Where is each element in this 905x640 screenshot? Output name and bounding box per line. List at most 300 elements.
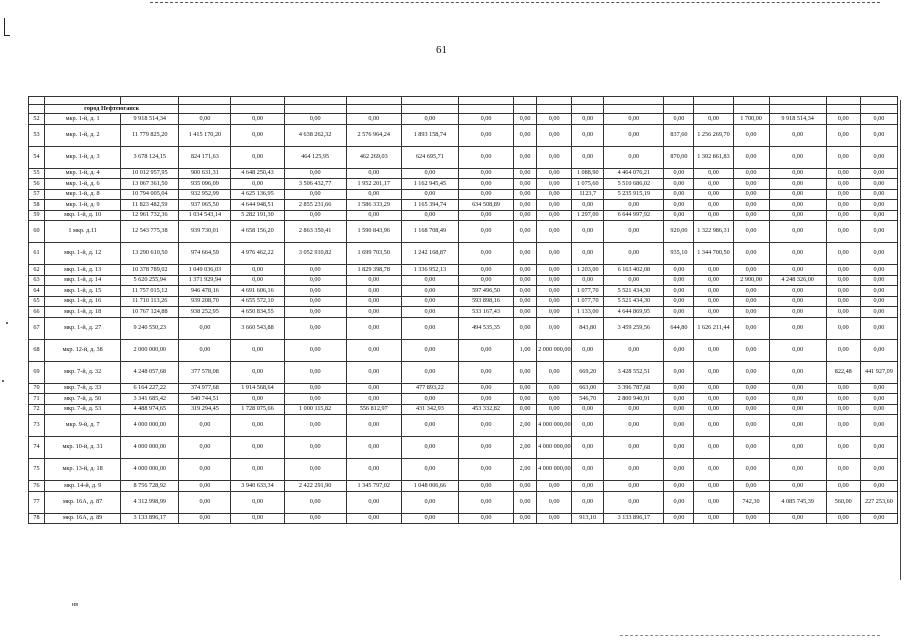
address-cell: мкр. 14-й, д. 9 (45, 481, 121, 492)
value-cell: 0,00 (826, 437, 860, 459)
value-cell: 3 506 432,77 (284, 179, 346, 190)
value-cell: 0,00 (514, 307, 537, 318)
value-cell: 0,00 (458, 437, 513, 459)
corner-mark (4, 18, 5, 36)
value-cell: 0,00 (572, 415, 604, 437)
value-cell: 0,00 (514, 114, 537, 125)
address-cell: мкр. 1-й, д. 14 (45, 275, 121, 286)
value-cell: 4 638 262,32 (284, 124, 346, 146)
row-number: 52 (29, 114, 45, 125)
table-row (29, 437, 898, 459)
value-cell: 4 488 974,65 (121, 404, 179, 415)
address-cell: мкр. 1-й, д. 2 (45, 124, 121, 146)
row-number: 62 (29, 265, 45, 276)
value-cell: 0,00 (860, 394, 897, 405)
value-cell: 0,00 (458, 459, 513, 481)
row-number: 68 (29, 339, 45, 361)
address-cell: мкр. 1-й, д. 10 (45, 210, 121, 221)
margin-dot (2, 380, 4, 382)
value-cell: 1 165 394,74 (401, 200, 458, 211)
value-cell: 0,00 (604, 243, 664, 265)
value-cell: 540 744,51 (179, 394, 231, 405)
page-number: 61 (436, 44, 447, 56)
value-cell: 0,00 (537, 114, 572, 125)
value-cell: 0,00 (769, 404, 826, 415)
value-cell: 0,00 (401, 415, 458, 437)
value-cell: 0,00 (231, 394, 284, 405)
value-cell: 10 794 005,04 (121, 189, 179, 200)
value-cell: 4 644 869,95 (604, 307, 664, 318)
value-cell: 0,00 (664, 265, 694, 276)
address-cell: мкр. 13-й, д. 18 (45, 459, 121, 481)
value-cell: 0,00 (860, 243, 897, 265)
value-cell: 0,00 (537, 317, 572, 339)
value-cell: 624 695,71 (401, 146, 458, 168)
value-cell: 0,00 (179, 317, 231, 339)
value-cell: 2 863 350,41 (284, 221, 346, 243)
table-row (29, 296, 898, 307)
value-cell: 0,00 (664, 415, 694, 437)
value-cell: 0,00 (694, 481, 733, 492)
value-cell: 1 952 201,17 (346, 179, 401, 190)
value-cell: 9 240 550,23 (121, 317, 179, 339)
value-cell: 1 088,90 (572, 168, 604, 179)
value-cell: 0,00 (458, 481, 513, 492)
value-cell: 4 000 000,00 (121, 459, 179, 481)
value-cell: 0,00 (769, 296, 826, 307)
value-cell: 822,48 (826, 361, 860, 383)
value-cell: 2,00 (514, 437, 537, 459)
value-cell: 0,00 (458, 383, 513, 394)
value-cell: 0,00 (826, 189, 860, 200)
value-cell: 0,00 (401, 394, 458, 405)
value-cell: 2,00 (514, 415, 537, 437)
value-cell: 3 133 896,17 (604, 513, 664, 524)
value-cell: 0,00 (346, 307, 401, 318)
value-cell: 0,00 (694, 383, 733, 394)
value-cell: 11 779 825,20 (121, 124, 179, 146)
value-cell: 935,10 (664, 243, 694, 265)
address-cell: мкр. 7-й, д. 33 (45, 383, 121, 394)
value-cell: 0,00 (401, 168, 458, 179)
value-cell: 0,00 (769, 339, 826, 361)
value-cell: 0,00 (826, 286, 860, 297)
table-row (29, 265, 898, 276)
address-cell: мкр. 1-й, д. 6 (45, 179, 121, 190)
value-cell: 0,00 (346, 168, 401, 179)
value-cell: 593 898,16 (458, 296, 513, 307)
table-row (29, 243, 898, 265)
value-cell: 0,00 (401, 513, 458, 524)
value-cell: 1,00 (514, 339, 537, 361)
value-cell: 0,00 (664, 179, 694, 190)
value-cell: 0,00 (401, 114, 458, 125)
value-cell: 0,00 (769, 317, 826, 339)
value-cell: 742,30 (733, 491, 769, 513)
value-cell: 0,00 (537, 491, 572, 513)
value-cell: 0,00 (572, 481, 604, 492)
value-cell: 4 248 326,00 (769, 275, 826, 286)
value-cell: 913,10 (572, 513, 604, 524)
value-cell: 0,00 (664, 286, 694, 297)
value-cell: 0,00 (514, 168, 537, 179)
value-cell: 0,00 (860, 179, 897, 190)
value-cell: 0,00 (537, 307, 572, 318)
value-cell: 6 644 997,92 (604, 210, 664, 221)
value-cell: 0,00 (514, 265, 537, 276)
value-cell: 0,00 (664, 404, 694, 415)
value-cell: 0,00 (537, 168, 572, 179)
value-cell: 0,00 (733, 339, 769, 361)
value-cell: 431 342,93 (401, 404, 458, 415)
value-cell: 0,00 (733, 146, 769, 168)
value-cell: 0,00 (769, 286, 826, 297)
value-cell: 0,00 (401, 491, 458, 513)
value-cell: 533 167,43 (458, 307, 513, 318)
value-cell: 0,00 (604, 200, 664, 211)
value-cell: 4 644 948,51 (231, 200, 284, 211)
value-cell: 377 578,08 (179, 361, 231, 383)
value-cell: 663,00 (572, 383, 604, 394)
value-cell: 1 162 945,45 (401, 179, 458, 190)
value-cell: 4 000 000,00 (537, 459, 572, 481)
value-cell: 0,00 (826, 307, 860, 318)
value-cell: 9 918 514,34 (769, 114, 826, 125)
table-row (29, 146, 898, 168)
value-cell: 0,00 (284, 307, 346, 318)
value-cell: 0,00 (537, 200, 572, 211)
value-cell: 0,00 (860, 339, 897, 361)
row-number: 65 (29, 296, 45, 307)
value-cell: 0,00 (284, 114, 346, 125)
address-cell: мкр. 7-й, д. 50 (45, 394, 121, 405)
value-cell: 0,00 (401, 307, 458, 318)
table-row (29, 361, 898, 383)
table-row (29, 404, 898, 415)
value-cell: 0,00 (664, 383, 694, 394)
value-cell: 453 332,82 (458, 404, 513, 415)
value-cell: 939 208,70 (179, 296, 231, 307)
address-cell: мкр. 1-й, д. 3 (45, 146, 121, 168)
value-cell: 4 658 156,20 (231, 221, 284, 243)
value-cell: 0,00 (284, 275, 346, 286)
row-number: 56 (29, 179, 45, 190)
value-cell: 5 510 686,02 (604, 179, 664, 190)
value-cell: 0,00 (604, 491, 664, 513)
value-cell: 0,00 (860, 383, 897, 394)
value-cell: 0,00 (346, 286, 401, 297)
value-cell: 5 235 915,19 (604, 189, 664, 200)
value-cell: 0,00 (860, 210, 897, 221)
value-cell: 0,00 (604, 459, 664, 481)
value-cell: 0,00 (860, 459, 897, 481)
value-cell: 0,00 (231, 265, 284, 276)
value-cell: 0,00 (860, 404, 897, 415)
value-cell: 0,00 (514, 481, 537, 492)
address-cell: мкр. 1-й, д. 16 (45, 296, 121, 307)
table-row (29, 210, 898, 221)
value-cell: 0,00 (733, 189, 769, 200)
row-number: 67 (29, 317, 45, 339)
value-cell: 0,00 (458, 168, 513, 179)
value-cell: 6 163 402,08 (604, 265, 664, 276)
value-cell: 0,00 (769, 221, 826, 243)
value-cell: 0,00 (284, 459, 346, 481)
value-cell: 0,00 (694, 339, 733, 361)
footnote-initials: нв (72, 602, 79, 608)
value-cell: 0,00 (769, 361, 826, 383)
value-cell: 0,00 (664, 210, 694, 221)
value-cell: 0,00 (826, 210, 860, 221)
value-cell: 4 085 745,39 (769, 491, 826, 513)
address-cell: мкр. 1-й, д. 18 (45, 307, 121, 318)
value-cell: 1 133,00 (572, 307, 604, 318)
value-cell: 870,00 (664, 146, 694, 168)
value-cell: 319 294,45 (179, 404, 231, 415)
value-cell: 0,00 (284, 415, 346, 437)
value-cell: 0,00 (231, 437, 284, 459)
value-cell: 0,00 (572, 339, 604, 361)
value-cell: 938 252,95 (179, 307, 231, 318)
value-cell: 0,00 (514, 286, 537, 297)
value-cell: 0,00 (664, 394, 694, 405)
value-cell: 3 459 259,56 (604, 317, 664, 339)
bottom-dashed-line (620, 635, 880, 637)
value-cell: 0,00 (537, 296, 572, 307)
value-cell: 0,00 (401, 339, 458, 361)
right-margin-line (900, 100, 901, 580)
value-cell: 0,00 (572, 275, 604, 286)
address-cell: мкр. 1-й, д. 15 (45, 286, 121, 297)
value-cell: 0,00 (694, 296, 733, 307)
value-cell: 0,00 (694, 491, 733, 513)
value-cell: 0,00 (231, 459, 284, 481)
value-cell: 0,00 (401, 286, 458, 297)
value-cell: 0,00 (694, 307, 733, 318)
value-cell: 0,00 (537, 243, 572, 265)
value-cell: 0,00 (860, 168, 897, 179)
table-row (29, 307, 898, 318)
row-number: 59 (29, 210, 45, 221)
value-cell: 843,80 (572, 317, 604, 339)
row-number: 76 (29, 481, 45, 492)
value-cell: 0,00 (514, 296, 537, 307)
value-cell: 0,00 (401, 296, 458, 307)
value-cell: 4 000 000,00 (121, 415, 179, 437)
value-cell: 0,00 (860, 265, 897, 276)
value-cell: 0,00 (604, 124, 664, 146)
value-cell: 0,00 (401, 275, 458, 286)
value-cell: 4 000 000,00 (537, 415, 572, 437)
row-number: 60 (29, 221, 45, 243)
value-cell: 4 312 998,99 (121, 491, 179, 513)
value-cell: 1 590 843,96 (346, 221, 401, 243)
value-cell: 669,20 (572, 361, 604, 383)
value-cell: 0,00 (860, 189, 897, 200)
address-cell: мкр. 1-й, д. 1 (45, 114, 121, 125)
value-cell: 0,00 (664, 513, 694, 524)
value-cell: 2,00 (514, 459, 537, 481)
address-cell: мкр. 16А, д. 89 (45, 513, 121, 524)
value-cell: 4 650 834,55 (231, 307, 284, 318)
value-cell: 0,00 (514, 146, 537, 168)
value-cell: 0,00 (537, 404, 572, 415)
value-cell: 0,00 (694, 459, 733, 481)
value-cell: 2 800 940,91 (604, 394, 664, 405)
value-cell: 0,00 (733, 394, 769, 405)
value-cell: 644,80 (664, 317, 694, 339)
value-cell: 0,00 (826, 275, 860, 286)
value-cell: 0,00 (694, 286, 733, 297)
row-number: 55 (29, 168, 45, 179)
value-cell: 560,00 (826, 491, 860, 513)
value-cell: 0,00 (537, 361, 572, 383)
value-cell: 10 378 789,02 (121, 265, 179, 276)
value-cell: 0,00 (458, 491, 513, 513)
value-cell: 0,00 (733, 286, 769, 297)
value-cell: 0,00 (346, 415, 401, 437)
value-cell: 0,00 (458, 221, 513, 243)
value-cell: 0,00 (604, 275, 664, 286)
value-cell: 0,00 (231, 491, 284, 513)
value-cell: 5 620 255,94 (121, 275, 179, 286)
value-cell: 0,00 (664, 339, 694, 361)
value-cell: 12 961 732,36 (121, 210, 179, 221)
value-cell: 0,00 (458, 275, 513, 286)
value-cell: 6 164 227,22 (121, 383, 179, 394)
value-cell: 0,00 (733, 243, 769, 265)
value-cell: 0,00 (733, 179, 769, 190)
value-cell: 0,00 (860, 146, 897, 168)
value-cell: 1 077,70 (572, 286, 604, 297)
value-cell: 0,00 (537, 179, 572, 190)
value-cell: 0,00 (860, 124, 897, 146)
value-cell: 1 829 398,78 (346, 265, 401, 276)
value-cell: 0,00 (769, 265, 826, 276)
value-cell: 0,00 (769, 437, 826, 459)
value-cell: 0,00 (733, 168, 769, 179)
value-cell: 0,00 (860, 275, 897, 286)
value-cell: 0,00 (826, 459, 860, 481)
value-cell: 1 371 929,94 (179, 275, 231, 286)
value-cell: 0,00 (826, 481, 860, 492)
value-cell: 0,00 (231, 339, 284, 361)
value-cell: 2 422 291,90 (284, 481, 346, 492)
value-cell: 0,00 (537, 275, 572, 286)
value-cell: 0,00 (458, 243, 513, 265)
table-row (29, 275, 898, 286)
value-cell: 10 012 957,95 (121, 168, 179, 179)
value-cell: 2 000 000,00 (537, 339, 572, 361)
value-cell: 0,00 (514, 210, 537, 221)
address-cell: мкр. 7-й, д. 32 (45, 361, 121, 383)
value-cell: 1 322 986,31 (694, 221, 733, 243)
value-cell: 0,00 (769, 210, 826, 221)
address-cell: мкр. 9-й, д. 7 (45, 415, 121, 437)
value-cell: 0,00 (537, 286, 572, 297)
value-cell: 0,00 (826, 168, 860, 179)
value-cell: 0,00 (769, 394, 826, 405)
value-cell: 0,00 (179, 513, 231, 524)
value-cell: 0,00 (572, 200, 604, 211)
value-cell: 0,00 (179, 114, 231, 125)
value-cell: 0,00 (826, 404, 860, 415)
value-cell: 0,00 (346, 513, 401, 524)
value-cell: 0,00 (514, 200, 537, 211)
value-cell: 0,00 (826, 146, 860, 168)
value-cell: 464 125,95 (284, 146, 346, 168)
value-cell: 0,00 (733, 210, 769, 221)
value-cell: 0,00 (860, 114, 897, 125)
value-cell: 0,00 (284, 513, 346, 524)
value-cell: 0,00 (537, 513, 572, 524)
value-cell: 634 508,89 (458, 200, 513, 211)
value-cell: 0,00 (458, 146, 513, 168)
value-cell: 0,00 (346, 383, 401, 394)
value-cell: 0,00 (346, 296, 401, 307)
value-cell: 0,00 (458, 179, 513, 190)
value-cell: 0,00 (231, 513, 284, 524)
value-cell: 0,00 (694, 210, 733, 221)
address-cell: 1 мкр. д.11 (45, 221, 121, 243)
value-cell: 4 248 057,68 (121, 361, 179, 383)
value-cell: 0,00 (733, 124, 769, 146)
table-row (29, 317, 898, 339)
value-cell: 0,00 (826, 513, 860, 524)
value-cell: 0,00 (179, 491, 231, 513)
value-cell: 0,00 (284, 296, 346, 307)
value-cell: 12 543 775,38 (121, 221, 179, 243)
value-cell: 0,00 (231, 114, 284, 125)
value-cell: 2 900,00 (733, 275, 769, 286)
value-cell: 0,00 (604, 415, 664, 437)
value-cell: 0,00 (694, 179, 733, 190)
value-cell: 1 302 861,83 (694, 146, 733, 168)
value-cell: 0,00 (231, 146, 284, 168)
table-row (29, 415, 898, 437)
value-cell: 0,00 (733, 459, 769, 481)
value-cell: 0,00 (769, 200, 826, 211)
value-cell: 0,00 (514, 513, 537, 524)
value-cell: 0,00 (537, 383, 572, 394)
value-cell: 0,00 (826, 265, 860, 276)
value-cell: 0,00 (860, 286, 897, 297)
row-number: 78 (29, 513, 45, 524)
table-row (29, 383, 898, 394)
value-cell: 0,00 (733, 221, 769, 243)
value-cell: 0,00 (179, 415, 231, 437)
table-row (29, 221, 898, 243)
value-cell: 0,00 (769, 124, 826, 146)
value-cell: 946 478,16 (179, 286, 231, 297)
value-cell: 0,00 (664, 491, 694, 513)
value-cell: 0,00 (694, 394, 733, 405)
value-cell: 0,00 (769, 383, 826, 394)
value-cell: 0,00 (514, 317, 537, 339)
value-cell: 597 496,50 (458, 286, 513, 297)
value-cell: 0,00 (664, 307, 694, 318)
value-cell: 0,00 (514, 361, 537, 383)
value-cell: 0,00 (179, 437, 231, 459)
value-cell: 11 710 113,26 (121, 296, 179, 307)
value-cell: 0,00 (514, 383, 537, 394)
value-cell: 441 927,09 (860, 361, 897, 383)
row-number: 72 (29, 404, 45, 415)
value-cell: 0,00 (284, 437, 346, 459)
value-cell: 0,00 (860, 481, 897, 492)
value-cell: 0,00 (694, 437, 733, 459)
address-cell: мкр. 1-й, д. 13 (45, 265, 121, 276)
